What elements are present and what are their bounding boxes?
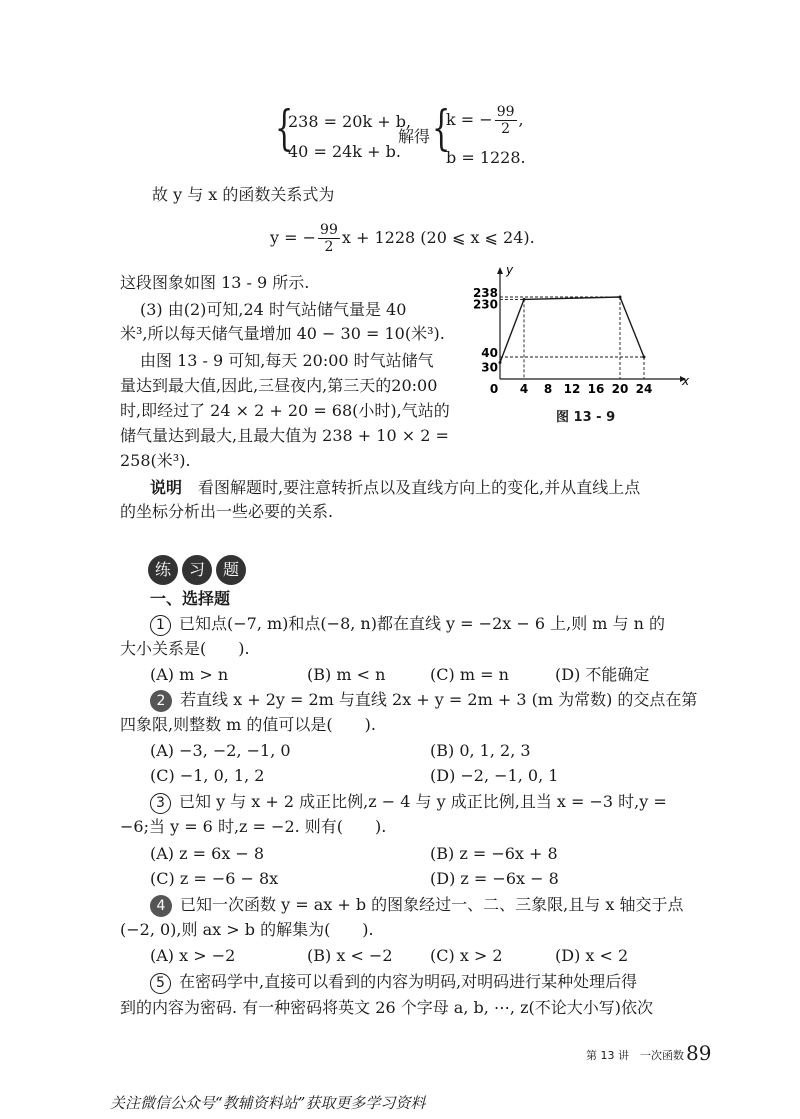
q2-option-a: (A) −3, −2, −1, 0 (150, 741, 291, 760)
solution-b: b = 1228. (446, 148, 526, 167)
section-title: 一、选择题 (150, 589, 231, 608)
q2-line2: 四象限,则整数 m 的值可以是( ). (120, 715, 377, 734)
q1-number: 1 (150, 615, 171, 636)
note-label: 说明 (150, 478, 183, 497)
x-axis-label: x (682, 374, 690, 388)
y-axis-label: y (506, 263, 514, 277)
q1-line1: 1 已知点(−7, m)和点(−8, n)都在直线 y = −2x − 6 上,则 m 与 n 的 (150, 612, 665, 636)
q4-option-a: (A) x > −2 (150, 946, 236, 965)
q3-number: 3 (150, 793, 171, 814)
heading-char-2: 习 (182, 555, 212, 585)
q3-option-d: (D) z = −6x − 8 (430, 869, 559, 888)
data-point-0 (499, 361, 502, 364)
q4-number: 4 (150, 895, 172, 917)
x-tick-label-20: 20 (611, 382, 629, 396)
exercise-heading (148, 555, 250, 585)
q1-option-b: (B) m < n (307, 665, 386, 684)
q1-option-d: (D) 不能确定 (555, 665, 650, 684)
paragraph-4-line1: 由图 13 - 9 可知,每天 20:00 时气站储气 (140, 351, 434, 370)
q4-option-b: (B) x < −2 (307, 946, 393, 965)
q5-line2: 到的内容为密码. 有一种密码将英文 26 个字母 a, b, ⋯, z(不论大小写)依次 (120, 998, 654, 1017)
y-tick-label-238: 238 (472, 286, 498, 300)
note-line2: 的坐标分析出一些必要的关系. (120, 502, 334, 521)
q4-option-c: (C) x > 2 (430, 946, 503, 965)
intro-line: 故 y 与 x 的函数关系式为 (152, 185, 335, 204)
paragraph-figure-ref: 这段图象如图 13 - 9 所示. (120, 273, 310, 292)
q2-number: 2 (150, 690, 172, 712)
q2-line1: 2 若直线 x + 2y = 2m 与直线 2x + y = 2m + 3 (m 为常数) 的交点在第 (150, 688, 697, 712)
paragraph-4-line4: 储气量达到最大,且最大值为 238 + 10 × 2 = (120, 426, 449, 445)
formula: y = − $\frac{99}{2}$ x + 1228 (20 ⩽ x ⩽ 24). (270, 222, 535, 255)
system-eq2: 40 = 24k + b. (288, 142, 401, 161)
x-tick-label-12: 12 (563, 382, 581, 396)
x-tick-label-0: 0 (489, 382, 499, 396)
q3-option-a: (A) z = 6x − 8 (150, 844, 265, 863)
q3-option-c: (C) z = −6 − 8x (150, 869, 279, 888)
q1-option-a: (A) m > n (150, 665, 229, 684)
paragraph-3-line2: 米³,所以每天储气量增加 40 − 30 = 10(米³). (120, 324, 445, 343)
q3-line2: −6;当 y = 6 时,z = −2. 则有( ). (120, 817, 387, 836)
x-tick-label-24: 24 (635, 382, 653, 396)
q2-option-b: (B) 0, 1, 2, 3 (430, 741, 531, 760)
watermark-text: 关注微信公众号“教辅资料站”获取更多学习资料 (110, 1094, 426, 1112)
q3-line1: 3 已知 y 与 x + 2 成正比例,z − 4 与 y 成正比例,且当 x = −3 时,y = (150, 790, 667, 814)
note-line1: 说明 看图解题时,要注意转折点以及直线方向上的变化,并从直线上点 (150, 478, 641, 497)
y-tick-label-230: 230 (472, 297, 498, 312)
series-line (500, 297, 644, 363)
q1-line2: 大小关系是( ). (120, 639, 250, 658)
left-brace: { (275, 100, 294, 156)
q3-option-b: (B) z = −6x + 8 (430, 844, 558, 863)
system-eq1: 238 = 20k + b, (288, 112, 412, 131)
data-point-4 (523, 298, 526, 301)
right-brace: { (432, 100, 451, 156)
page-number: 89 (686, 1041, 712, 1065)
data-point-20 (619, 296, 622, 299)
q2-option-d: (D) −2, −1, 0, 1 (430, 766, 559, 785)
y-axis-arrow (497, 267, 503, 274)
q4-line2: (−2, 0),则 ax > b 的解集为( ). (120, 920, 374, 939)
y-tick-label-30: 30 (481, 360, 498, 375)
chart-caption: 图 13 - 9 (556, 410, 616, 425)
heading-char-1: 练 (148, 555, 178, 585)
x-tick-label-8: 8 (543, 382, 553, 396)
y-tick-label-40: 40 (481, 346, 498, 360)
footer-chapter: 第 13 讲 一次函数 (586, 1049, 684, 1062)
x-tick-label-4: 4 (519, 382, 529, 396)
paragraph-4-line2: 量达到最大值,因此,三昼夜内,第三天的20:00 (120, 376, 438, 395)
q1-option-c: (C) m = n (430, 665, 509, 684)
x-tick-label-16: 16 (587, 382, 605, 396)
data-point-24 (643, 356, 646, 359)
solution-k: k = − $\frac{99}{2}$ , (446, 104, 524, 137)
q5-line1: 5 在密码学中,直接可以看到的内容为明码,对明码进行某种处理后得 (150, 970, 637, 994)
paragraph-4-line5: 258(米³). (120, 451, 191, 470)
q2-option-c: (C) −1, 0, 1, 2 (150, 766, 265, 785)
q4-line1: 4 已知一次函数 y = ax + b 的图象经过一、二、三象限,且与 x 轴交于点 (150, 893, 683, 917)
q4-option-d: (D) x < 2 (555, 946, 629, 965)
paragraph-4-line3: 时,即经过了 24 × 2 + 20 = 68(小时),气站的 (120, 401, 450, 420)
q5-number: 5 (150, 973, 171, 994)
solve-label: 解得 (398, 127, 431, 146)
heading-char-3: 题 (216, 555, 246, 585)
paragraph-3-line1: (3) 由(2)可知,24 时气站储气量是 40 (140, 300, 407, 319)
